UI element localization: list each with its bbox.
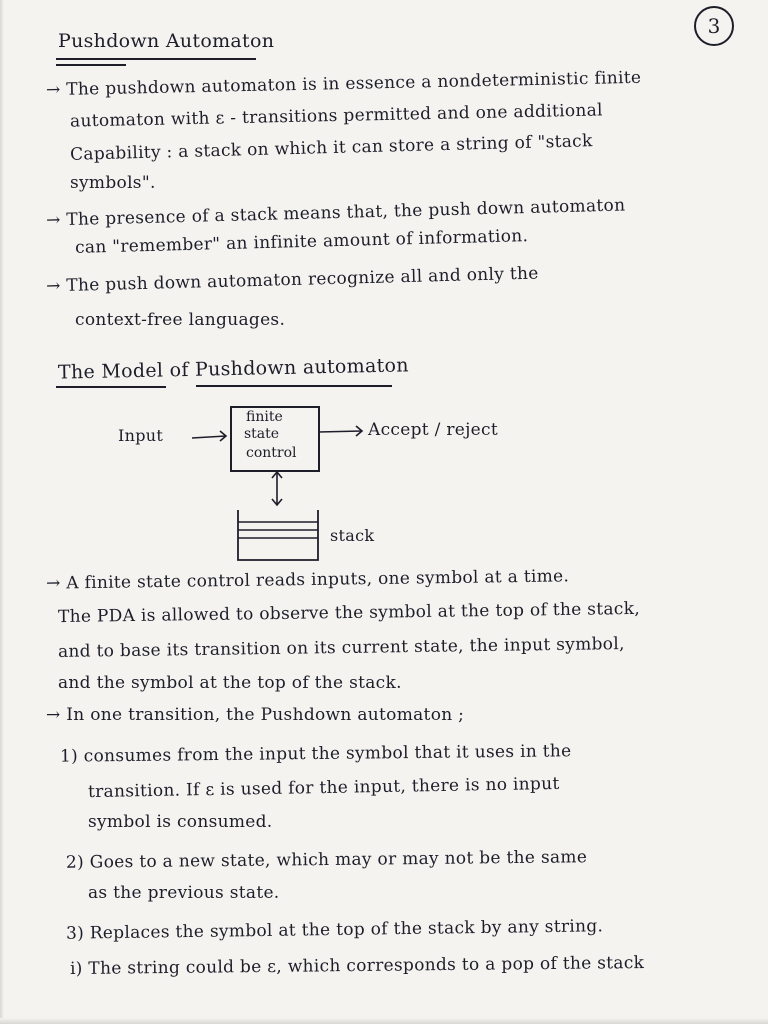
- text-line: Capability : a stack on which it can store a string of "stack: [69, 131, 593, 165]
- text-line: context-free languages.: [75, 310, 286, 330]
- text-line: and the symbol at the top of the stack.: [58, 673, 402, 693]
- text-line: symbol is consumed.: [88, 812, 273, 832]
- text-line: transition. If ε is used for the input, there is no input: [87, 773, 560, 803]
- text-line: and to base its transition on its current state, the input symbol,: [57, 634, 625, 662]
- page-number-text: 3: [707, 14, 721, 38]
- text-line: → The push down automaton recognize all and only the: [45, 263, 539, 297]
- text-line: can "remember" an infinite amount of information.: [74, 226, 529, 258]
- text-line: 2) Goes to a new state, which may or may not be the same: [65, 847, 588, 873]
- text-line: 1) consumes from the input the symbol that it uses in the: [59, 741, 572, 767]
- text-line: → In one transition, the Pushdown automaton ;: [46, 705, 465, 725]
- text-line: → The presence of a stack means that, the push down automaton: [45, 195, 626, 231]
- text-line: The PDA is allowed to observe the symbol at the top of the stack,: [57, 598, 641, 628]
- text-line: → A finite state control reads inputs, one symbol at a time.: [45, 566, 570, 594]
- text-line: symbols".: [70, 173, 156, 193]
- control-line: control: [246, 445, 297, 461]
- diagram-input-label: Input: [118, 426, 164, 445]
- text-line: 3) Replaces the symbol at the top of the stack by any string.: [65, 916, 604, 944]
- diagram-output-label: Accept / reject: [368, 420, 498, 440]
- diagram-stack-label: stack: [330, 526, 375, 545]
- control-line: state: [244, 426, 280, 442]
- control-line: finite: [246, 409, 283, 425]
- section-heading-pushdown-automaton: Pushdown Automaton: [58, 30, 275, 52]
- text-line: as the previous state.: [88, 883, 280, 903]
- text-line: i) The string could be ε, which corresponds to a pop of the stack: [69, 952, 645, 980]
- text-line: automaton with ε - transitions permitted and one additional: [69, 100, 603, 132]
- section-heading-model: The Model of Pushdown automaton: [57, 354, 410, 384]
- text-line: → The pushdown automaton is in essence a nondeterministic finite: [45, 67, 642, 101]
